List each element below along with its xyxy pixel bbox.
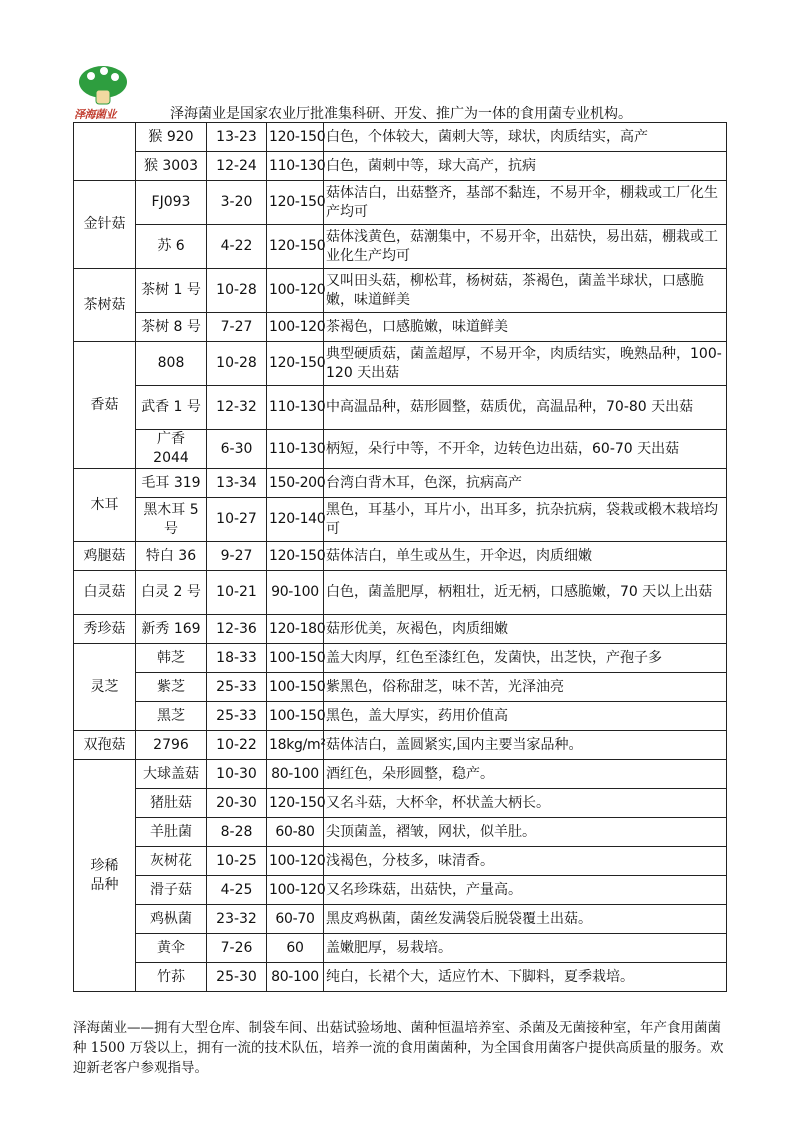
description-cell: 菇体洁白，出菇整齐，基部不黏连，不易开伞，棚栽或工厂化生产均可 bbox=[324, 181, 727, 225]
description-cell: 典型硬质菇，菌盖超厚，不易开伞，肉质结实，晚熟品种，100-120 天出菇 bbox=[324, 342, 727, 386]
table-row bbox=[74, 934, 727, 963]
days-cell: 120-150 bbox=[267, 789, 324, 818]
table-row bbox=[74, 313, 727, 342]
variety-cell: 韩芝 bbox=[136, 644, 207, 673]
days-cell: 100-120 bbox=[267, 313, 324, 342]
table-row bbox=[74, 269, 727, 313]
days-cell: 60-80 bbox=[267, 818, 324, 847]
table-row bbox=[74, 123, 727, 152]
variety-cell: 猴 3003 bbox=[136, 152, 207, 181]
description-cell: 尖顶菌盖，褶皱，网状，似羊肚。 bbox=[324, 818, 727, 847]
variety-cell: 竹荪 bbox=[136, 963, 207, 992]
description-cell: 浅褐色，分枝多，味清香。 bbox=[324, 847, 727, 876]
table-row bbox=[74, 571, 727, 615]
temperature-cell: 7-26 bbox=[207, 934, 267, 963]
variety-cell: 毛耳 319 bbox=[136, 469, 207, 498]
category-cell: 茶树菇 bbox=[74, 269, 136, 342]
description-cell: 盖嫩肥厚，易栽培。 bbox=[324, 934, 727, 963]
table-row bbox=[74, 702, 727, 731]
temperature-cell: 4-25 bbox=[207, 876, 267, 905]
temperature-cell: 4-22 bbox=[207, 225, 267, 269]
description-cell: 中高温品种，菇形圆整，菇质优，高温品种，70-80 天出菇 bbox=[324, 386, 727, 430]
variety-cell: 黑木耳 5 号 bbox=[136, 498, 207, 542]
temperature-cell: 12-24 bbox=[207, 152, 267, 181]
category-cell bbox=[74, 123, 136, 181]
category-cell: 秀珍菇 bbox=[74, 615, 136, 644]
mushroom-varieties-table bbox=[73, 122, 727, 992]
days-cell: 110-130 bbox=[267, 430, 324, 469]
description-cell: 白色，个体较大，菌刺大等，球状，肉质结实，高产 bbox=[324, 123, 727, 152]
variety-cell: 猪肚菇 bbox=[136, 789, 207, 818]
temperature-cell: 9-27 bbox=[207, 542, 267, 571]
temperature-cell: 10-28 bbox=[207, 269, 267, 313]
days-cell: 80-100 bbox=[267, 963, 324, 992]
description-cell: 菇体洁白，盖圆紧实,国内主要当家品种。 bbox=[324, 731, 727, 760]
description-cell: 黑皮鸡枞菌，菌丝发满袋后脱袋覆土出菇。 bbox=[324, 905, 727, 934]
days-cell: 120-150 bbox=[267, 225, 324, 269]
variety-cell: 特白 36 bbox=[136, 542, 207, 571]
variety-cell: 广香 2044 bbox=[136, 430, 207, 469]
days-cell: 120-150 bbox=[267, 181, 324, 225]
variety-cell: 猴 920 bbox=[136, 123, 207, 152]
temperature-cell: 6-30 bbox=[207, 430, 267, 469]
days-cell: 120-180 bbox=[267, 615, 324, 644]
description-cell: 又叫田头菇，柳松茸，杨树菇，茶褐色，菌盖半球状，口感脆嫩，味道鲜美 bbox=[324, 269, 727, 313]
temperature-cell: 13-34 bbox=[207, 469, 267, 498]
temperature-cell: 7-27 bbox=[207, 313, 267, 342]
temperature-cell: 10-21 bbox=[207, 571, 267, 615]
table-row bbox=[74, 386, 727, 430]
description-cell: 菇形优美，灰褐色，肉质细嫩 bbox=[324, 615, 727, 644]
days-cell: 60-70 bbox=[267, 905, 324, 934]
days-cell: 100-150 bbox=[267, 673, 324, 702]
variety-cell: 苏 6 bbox=[136, 225, 207, 269]
table-row bbox=[74, 876, 727, 905]
table-row bbox=[74, 789, 727, 818]
description-cell: 黑色，盖大厚实，药用价值高 bbox=[324, 702, 727, 731]
table-row bbox=[74, 905, 727, 934]
table-row bbox=[74, 673, 727, 702]
description-cell: 纯白，长裙个大，适应竹木、下脚料，夏季栽培。 bbox=[324, 963, 727, 992]
table-row bbox=[74, 342, 727, 386]
table-row bbox=[74, 615, 727, 644]
days-cell: 18kg/m² bbox=[267, 731, 324, 760]
category-cell: 香菇 bbox=[74, 342, 136, 469]
days-cell: 120-150 bbox=[267, 342, 324, 386]
table-row bbox=[74, 542, 727, 571]
days-cell: 100-120 bbox=[267, 269, 324, 313]
temperature-cell: 25-33 bbox=[207, 702, 267, 731]
variety-cell: 茶树 8 号 bbox=[136, 313, 207, 342]
table-row bbox=[74, 963, 727, 992]
days-cell: 110-130 bbox=[267, 152, 324, 181]
variety-cell: FJ093 bbox=[136, 181, 207, 225]
description-cell: 酒红色，朵形圆整，稳产。 bbox=[324, 760, 727, 789]
temperature-cell: 13-23 bbox=[207, 123, 267, 152]
table-row bbox=[74, 181, 727, 225]
variety-cell: 滑子菇 bbox=[136, 876, 207, 905]
variety-cell: 鸡枞菌 bbox=[136, 905, 207, 934]
description-cell: 菇体洁白，单生或丛生，开伞迟，肉质细嫩 bbox=[324, 542, 727, 571]
temperature-cell: 3-20 bbox=[207, 181, 267, 225]
temperature-cell: 18-33 bbox=[207, 644, 267, 673]
days-cell: 100-150 bbox=[267, 644, 324, 673]
temperature-cell: 20-30 bbox=[207, 789, 267, 818]
temperature-cell: 10-27 bbox=[207, 498, 267, 542]
category-cell bbox=[74, 760, 136, 992]
table-row bbox=[74, 152, 727, 181]
variety-cell: 羊肚菌 bbox=[136, 818, 207, 847]
days-cell: 120-140 bbox=[267, 498, 324, 542]
category-label: 珍稀品种 bbox=[90, 857, 119, 893]
table-row bbox=[74, 818, 727, 847]
variety-cell: 808 bbox=[136, 342, 207, 386]
table-row bbox=[74, 644, 727, 673]
description-cell: 黑色，耳基小，耳片小，出耳多，抗杂抗病，袋栽或椴木栽培均可 bbox=[324, 498, 727, 542]
category-cell: 金针菇 bbox=[74, 181, 136, 269]
description-cell: 又名珍珠菇，出菇快，产量高。 bbox=[324, 876, 727, 905]
description-cell: 又名斗菇，大杯伞，杯状盖大柄长。 bbox=[324, 789, 727, 818]
category-cell: 木耳 bbox=[74, 469, 136, 542]
category-cell: 白灵菇 bbox=[74, 571, 136, 615]
variety-cell: 2796 bbox=[136, 731, 207, 760]
temperature-cell: 12-32 bbox=[207, 386, 267, 430]
table-row bbox=[74, 469, 727, 498]
table-row bbox=[74, 731, 727, 760]
table-row bbox=[74, 847, 727, 876]
days-cell: 120-150 bbox=[267, 542, 324, 571]
days-cell: 60 bbox=[267, 934, 324, 963]
temperature-cell: 12-36 bbox=[207, 615, 267, 644]
variety-cell: 武香 1 号 bbox=[136, 386, 207, 430]
company-tagline: 泽海菌业是国家农业厅批准集科研、开发、推广为一体的食用菌专业机构。 bbox=[170, 106, 632, 122]
category-cell: 灵芝 bbox=[74, 644, 136, 731]
days-cell: 80-100 bbox=[267, 760, 324, 789]
temperature-cell: 10-25 bbox=[207, 847, 267, 876]
logo-text: 泽海菌业 bbox=[74, 108, 116, 121]
temperature-cell: 10-30 bbox=[207, 760, 267, 789]
description-cell: 菇体浅黄色，菇潮集中，不易开伞，出菇快，易出菇，棚栽或工业化生产均可 bbox=[324, 225, 727, 269]
description-cell: 盖大肉厚，红色至漆红色，发菌快，出芝快，产孢子多 bbox=[324, 644, 727, 673]
description-cell: 紫黑色，俗称甜芝，味不苦，光泽油亮 bbox=[324, 673, 727, 702]
variety-cell: 黑芝 bbox=[136, 702, 207, 731]
table-row bbox=[74, 430, 727, 469]
days-cell: 100-120 bbox=[267, 876, 324, 905]
temperature-cell: 25-33 bbox=[207, 673, 267, 702]
category-cell: 双孢菇 bbox=[74, 731, 136, 760]
variety-cell: 新秀 169 bbox=[136, 615, 207, 644]
days-cell: 120-150 bbox=[267, 123, 324, 152]
days-cell: 100-120 bbox=[267, 847, 324, 876]
days-cell: 110-130 bbox=[267, 386, 324, 430]
table-row bbox=[74, 498, 727, 542]
temperature-cell: 25-30 bbox=[207, 963, 267, 992]
description-cell: 茶褐色，口感脆嫩，味道鲜美 bbox=[324, 313, 727, 342]
description-cell: 白色，菌刺中等，球大高产，抗病 bbox=[324, 152, 727, 181]
description-cell: 柄短，朵行中等，不开伞，边转色边出菇，60-70 天出菇 bbox=[324, 430, 727, 469]
days-cell: 100-150 bbox=[267, 702, 324, 731]
days-cell: 150-200 bbox=[267, 469, 324, 498]
temperature-cell: 10-28 bbox=[207, 342, 267, 386]
description-cell: 白色，菌盖肥厚，柄粗壮，近无柄，口感脆嫩，70 天以上出菇 bbox=[324, 571, 727, 615]
description-cell: 台湾白背木耳，色深，抗病高产 bbox=[324, 469, 727, 498]
variety-cell: 白灵 2 号 bbox=[136, 571, 207, 615]
variety-cell: 大球盖菇 bbox=[136, 760, 207, 789]
temperature-cell: 8-28 bbox=[207, 818, 267, 847]
variety-cell: 茶树 1 号 bbox=[136, 269, 207, 313]
variety-cell: 灰树花 bbox=[136, 847, 207, 876]
days-cell: 90-100 bbox=[267, 571, 324, 615]
category-cell: 鸡腿菇 bbox=[74, 542, 136, 571]
variety-cell: 黄伞 bbox=[136, 934, 207, 963]
temperature-cell: 23-32 bbox=[207, 905, 267, 934]
variety-cell: 紫芝 bbox=[136, 673, 207, 702]
company-description: 泽海菌业——拥有大型仓库、制袋车间、出菇试验场地、菌种恒温培养室、杀菌及无菌接种室，年产食用菌菌种 1500 万袋以上，拥有一流的技术队伍，培养一流的食用菌菌种，为全国食用菌客户提供高质量的服务。欢迎新老客户参观指导。 bbox=[73, 1020, 724, 1076]
table-row bbox=[74, 760, 727, 789]
temperature-cell: 10-22 bbox=[207, 731, 267, 760]
table-row bbox=[74, 225, 727, 269]
